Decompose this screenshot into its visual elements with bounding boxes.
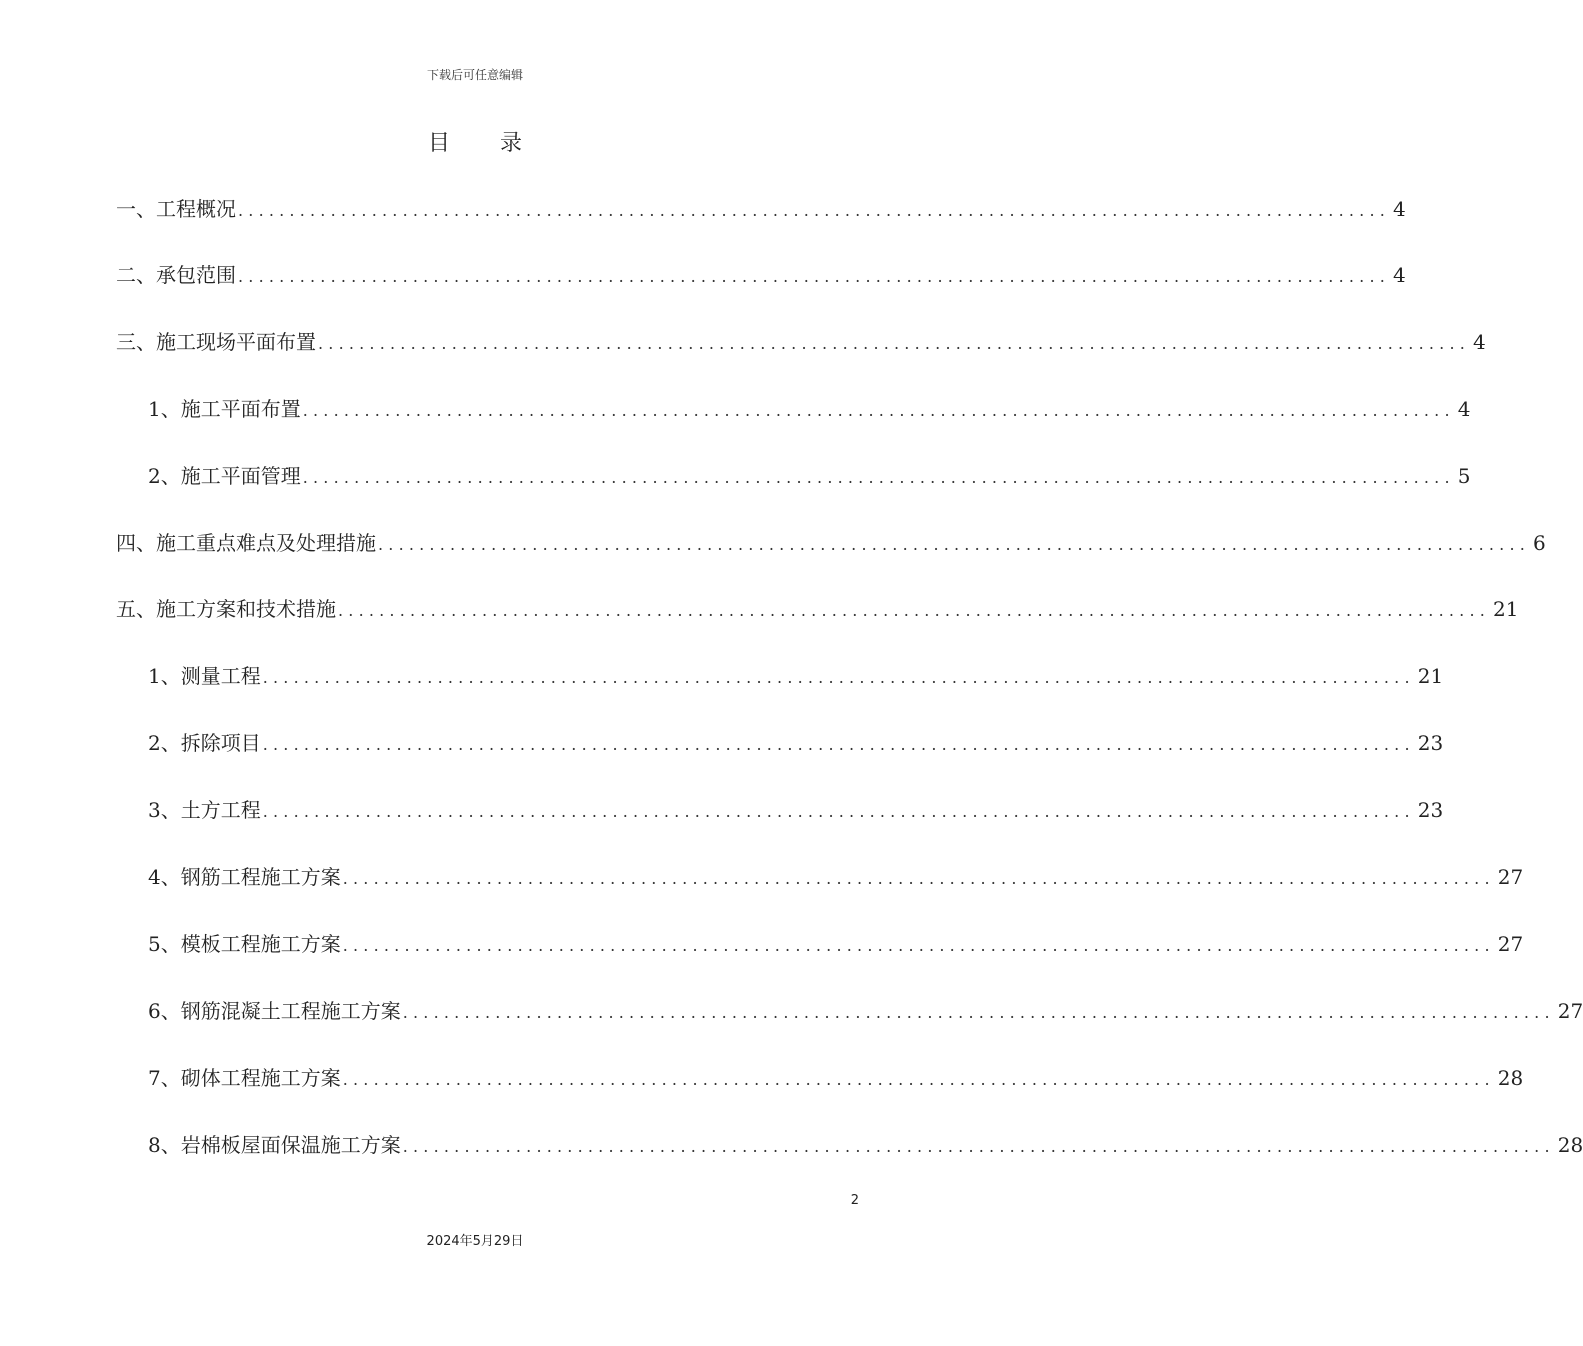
toc-entry-number: 二、 [116,263,156,287]
toc-leader-dots: ................................................................................................................ [378,535,1531,554]
toc-entry-number: 8、 [148,1133,181,1157]
toc-entry[interactable] [148,1130,1583,1160]
toc-entry-number: 1、 [148,664,181,688]
toc-entry-page: 5 [1457,464,1471,488]
toc-title-part2: 录 [500,131,523,156]
toc-entry[interactable] [148,862,1524,892]
toc-entry[interactable] [116,594,1519,624]
toc-entry[interactable] [148,728,1444,758]
toc-leader-dots: ................................................................................................................ [402,1137,1555,1156]
toc-leader-dots: ................................................................................................................ [342,1070,1495,1089]
toc-entry-page: 28 [1497,1066,1524,1090]
toc-leader-dots: ................................................................................................................ [262,802,1415,821]
toc-entry-label: 测量工程 [180,664,261,688]
toc-entry-label: 承包范围 [156,263,236,287]
toc-entry[interactable] [116,528,1546,558]
toc-entry-page: 23 [1417,798,1444,822]
toc-entry[interactable] [148,461,1471,491]
toc-entry-page: 28 [1557,1133,1583,1157]
toc-entry-page: 6 [1533,531,1546,555]
toc-entry[interactable] [148,394,1471,424]
toc-entry-label: 模板工程施工方案 [180,932,341,956]
toc-leader-dots: ................................................................................................................ [262,668,1415,687]
toc-leader-dots: ................................................................................................................ [238,267,1391,286]
toc-entry[interactable] [148,795,1444,825]
toc-title [0,126,950,157]
toc-entry[interactable] [116,194,1406,224]
toc-entry-label: 工程概况 [156,197,236,221]
toc-entry-number: 5、 [148,932,181,956]
toc-entry-number: 2、 [148,731,181,755]
toc-leader-dots: ................................................................................................................ [342,936,1495,955]
toc-entry-label: 岩棉板屋面保温施工方案 [180,1133,401,1157]
toc-leader-dots: ................................................................................................................ [302,468,1455,487]
toc-entry-number: 五、 [116,597,156,621]
toc-leader-dots: ................................................................................................................ [402,1003,1555,1022]
toc-entry-label: 施工平面布置 [180,397,301,421]
toc-entry-page: 4 [1393,197,1406,221]
toc-entry-label: 钢筋工程施工方案 [180,865,341,889]
toc-entry-label: 施工重点难点及处理措施 [156,531,376,555]
toc-entry-number: 1、 [148,397,181,421]
toc-entry[interactable] [148,661,1444,691]
toc-entry-number: 4、 [148,865,181,889]
toc-entry-number: 3、 [148,798,181,822]
toc-leader-dots: ................................................................................................................ [238,201,1391,220]
toc-entry-number: 6、 [148,999,181,1023]
page-header: 下载后可任意编辑 [426,68,523,82]
toc-entry-page: 27 [1497,932,1524,956]
toc-entry-label: 钢筋混凝土工程施工方案 [180,999,401,1023]
toc-entry-number: 四、 [116,531,156,555]
page-number: 2 [850,1193,859,1208]
toc-entry-number: 三、 [116,330,156,354]
toc-leader-dots: ................................................................................................................ [342,869,1495,888]
toc-entry-label: 施工现场平面布置 [156,330,316,354]
toc-entry-number: 7、 [148,1066,181,1090]
toc-entry-label: 土方工程 [180,798,261,822]
toc-entry-page: 4 [1457,397,1471,421]
toc-entry-page: 27 [1497,865,1524,889]
toc-entry-page: 23 [1417,731,1444,755]
toc-entry-page: 21 [1417,664,1444,688]
toc-entry[interactable] [148,929,1524,959]
toc-leader-dots: ................................................................................................................ [318,334,1471,353]
toc-entry[interactable] [148,996,1583,1026]
toc-entry-label: 施工方案和技术措施 [156,597,336,621]
toc-entry-page: 4 [1393,263,1406,287]
toc-entry-label: 拆除项目 [180,731,261,755]
toc-entry-label: 施工平面管理 [180,464,301,488]
toc-entry[interactable] [116,260,1406,290]
toc-entry-number: 2、 [148,464,181,488]
toc-title-part1: 目 [427,131,450,156]
toc-entry-label: 砌体工程施工方案 [180,1066,341,1090]
toc-leader-dots: ................................................................................................................ [338,601,1491,620]
toc-leader-dots: ................................................................................................................ [262,735,1415,754]
toc-leader-dots: ................................................................................................................ [302,401,1455,420]
toc-entry-page: 21 [1493,597,1519,621]
toc-entry-page: 27 [1557,999,1583,1023]
toc-entry-page: 4 [1473,330,1486,354]
footer-date: 2024年5月29日 [426,1234,524,1249]
toc-entry[interactable] [116,327,1486,357]
toc-entry-number: 一、 [116,197,156,221]
toc-entry[interactable] [148,1063,1524,1093]
